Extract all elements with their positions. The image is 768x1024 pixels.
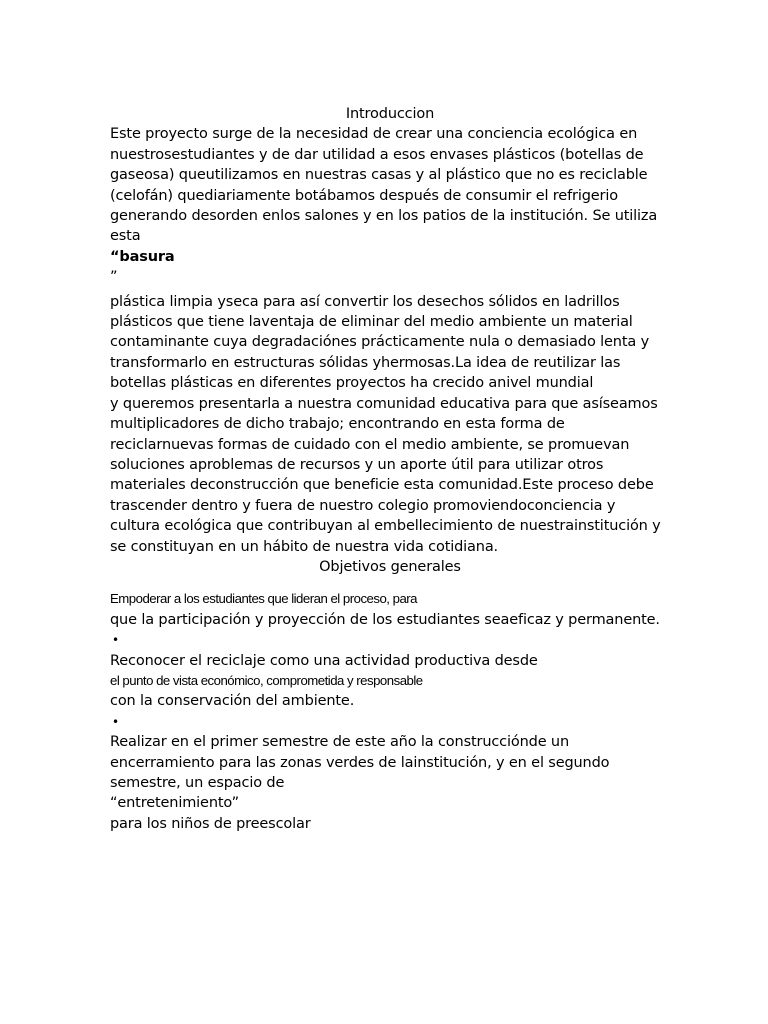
paragraph-line: esta: [110, 228, 141, 245]
bullet-marker: •: [112, 714, 120, 729]
intro-heading: Introduccion: [345, 106, 435, 122]
paragraph-line: gaseosa) queutilizamos en nuestras casas y al plástico que no es reciclable: [110, 167, 648, 184]
emphasis-word: “basura: [110, 248, 175, 265]
paragraph-line: generando desorden enlos salones y en los patios de la institución. Se utiliza: [110, 208, 658, 225]
bullet-marker: •: [112, 633, 120, 648]
paragraph-line: trascender dentro y fuera de nuestro colegio promoviendoconciencia y: [110, 497, 616, 514]
paragraph-line: (celofán) quediariamente botábamos después de consumir el refrigerio: [110, 187, 618, 204]
closing-quote: ”: [110, 269, 118, 286]
paragraph-line: soluciones aproblemas de recursos y un aporte útil para utilizar otros: [110, 456, 604, 473]
paragraph-line: Este proyecto surge de la necesidad de crear una conciencia ecológica en: [110, 126, 638, 143]
intro-paragraph-part-2: [110, 292, 670, 557]
objective-line: que la participación y proyección de los estudiantes seaeficaz y permanente.: [110, 611, 660, 628]
paragraph-line: contaminante cuya degradaciónes prácticamente nula o demasiado lenta y: [110, 334, 650, 351]
objective-line: Realizar en el primer semestre de este año la construcciónde un: [110, 734, 570, 751]
paragraph-line: plásticos que tiene laventaja de eliminar del medio ambiente un material: [110, 314, 633, 331]
objective-line: con la conservación del ambiente.: [110, 693, 355, 710]
objective-item-1: [110, 589, 670, 630]
paragraph-line: reciclarnuevas formas de cuidado con el medio ambiente, se promuevan: [110, 436, 630, 453]
paragraph-line: se constituyan en un hábito de nuestra vida cotidiana.: [110, 538, 499, 555]
objectives-heading: Objetivos generales: [319, 558, 461, 575]
objective-item-3: [110, 732, 670, 834]
document-page: [110, 104, 670, 834]
objective-item-2: [110, 651, 670, 712]
objective-line: semestre, un espacio de: [110, 775, 285, 791]
paragraph-line: cultura ecológica que contribuyan al embellecimiento de nuestrainstitución y: [110, 518, 661, 535]
paragraph-line: transformarlo en estructuras sólidas yhermosas.La idea de reutilizar las: [110, 354, 621, 371]
paragraph-line: multiplicadores de dicho trabajo; encontrando en esta forma de: [110, 416, 565, 433]
paragraph-line: plástica limpia yseca para así convertir los desechos sólidos en ladrillos: [110, 293, 620, 310]
paragraph-line: nuestrosestudiantes y de dar utilidad a esos envases plásticos (botellas de: [110, 146, 644, 163]
objective-line: Reconocer el reciclaje como una actividad productiva desde: [110, 652, 538, 669]
objective-line: Empoderar a los estudiantes que lideran el proceso, para: [110, 591, 418, 607]
paragraph-line: materiales deconstrucción que beneficie esta comunidad.Este proceso debe: [110, 477, 654, 494]
objective-line: “entretenimiento”: [110, 795, 239, 812]
paragraph-line: botellas plásticas en diferentes proyectos ha crecido anivel mundial: [110, 375, 594, 392]
paragraph-line: y queremos presentarla a nuestra comunidad educativa para que asíseamos: [110, 395, 658, 412]
intro-paragraph-part-1: [110, 124, 670, 246]
objective-line: encerramiento para las zonas verdes de lainstitución, y en el segundo: [110, 754, 610, 771]
objective-line: para los niños de preescolar: [110, 815, 311, 832]
spacer: [110, 577, 670, 589]
objective-line: el punto de vista económico, comprometida y responsable: [110, 672, 423, 688]
